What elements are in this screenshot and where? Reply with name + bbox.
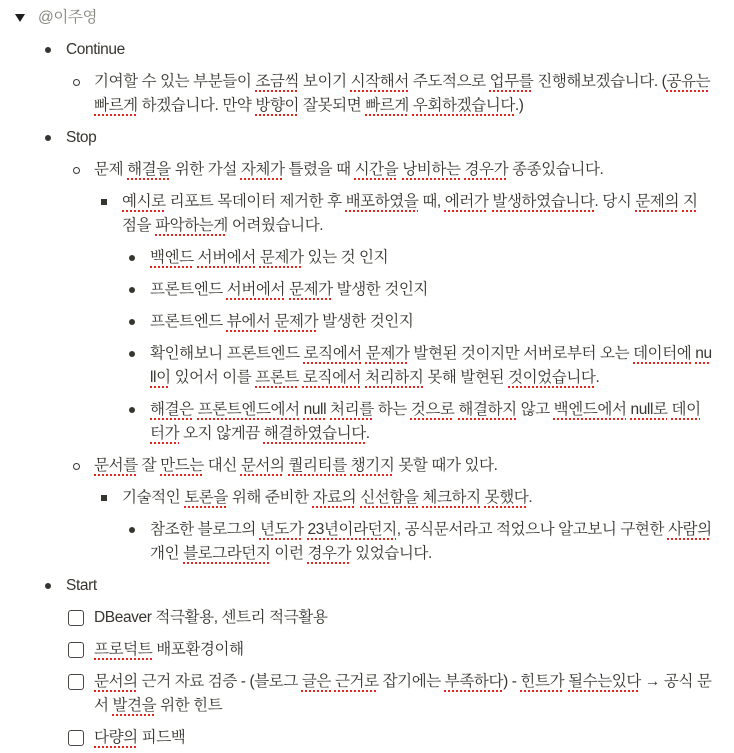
misspelled-text: 프로덕트 bbox=[94, 641, 153, 658]
misspelled-text: 다량의 bbox=[94, 729, 138, 746]
block-marker bbox=[36, 126, 60, 150]
bulleted-list-item bbox=[0, 187, 712, 241]
todo-checkbox[interactable] bbox=[68, 610, 84, 626]
misspelled-text: 년도가 bbox=[259, 521, 304, 538]
misspelled-text: 빠르게 bbox=[94, 97, 138, 114]
block-marker bbox=[64, 638, 88, 662]
block-text bbox=[94, 454, 712, 478]
text-segment: 못해 발현된 bbox=[423, 369, 509, 386]
text-segment: 보이기 bbox=[299, 73, 351, 90]
block-text bbox=[122, 190, 712, 238]
bullet-disc-icon bbox=[129, 351, 135, 357]
bullet-square-icon bbox=[101, 199, 107, 205]
block-text bbox=[150, 398, 712, 446]
misspelled-text: 해결을 bbox=[127, 161, 171, 178]
text-segment: , 공식문서라고 적었으나 알고보니 구현한 bbox=[396, 521, 668, 538]
todo-item bbox=[0, 723, 712, 753]
text-segment: 주도적으로 bbox=[408, 73, 490, 90]
bulleted-list-item bbox=[0, 307, 712, 337]
bullet-circle-icon bbox=[73, 167, 80, 174]
bullet-circle-icon bbox=[73, 463, 80, 470]
text-segment: .) bbox=[514, 97, 524, 114]
misspelled-text: 조금씩 bbox=[255, 73, 300, 90]
bulleted-list-item bbox=[0, 483, 712, 513]
block-text bbox=[150, 246, 712, 270]
block-text bbox=[94, 638, 712, 662]
text-segment: 위해 준비한 bbox=[227, 489, 313, 506]
misspelled-text: 자료의 bbox=[312, 489, 357, 506]
misspelled-text: null bbox=[303, 401, 327, 418]
text-segment: 않고 bbox=[516, 401, 554, 418]
text-segment: 때, bbox=[418, 193, 445, 210]
block-text bbox=[66, 38, 712, 62]
text-segment: DBeaver 적극활용, 센트리 적극활용 bbox=[94, 609, 328, 626]
block-marker bbox=[64, 606, 88, 630]
bulleted-list-item bbox=[0, 67, 712, 121]
text-segment: 어려웠습니다. bbox=[227, 217, 324, 234]
block-marker bbox=[36, 38, 60, 62]
text-segment: 근거 자료 검증 - (블로그 bbox=[137, 673, 302, 690]
text-segment: 잘 bbox=[137, 457, 161, 474]
misspelled-text: 문제가 bbox=[259, 249, 304, 266]
block-marker bbox=[64, 158, 88, 182]
block-text bbox=[150, 518, 712, 566]
bulleted-list-item bbox=[0, 123, 712, 153]
text-segment: 발현된 것이지만 서버로부터 오는 bbox=[409, 345, 634, 362]
misspelled-text: 근거로 bbox=[334, 673, 379, 690]
misspelled-text: 문제가 bbox=[274, 313, 319, 330]
misspelled-text: 퀄리티를 bbox=[288, 457, 347, 474]
misspelled-text: 사람의 bbox=[667, 521, 712, 538]
block-marker bbox=[120, 278, 144, 302]
block-text bbox=[94, 670, 712, 718]
bullet-disc-icon bbox=[129, 319, 135, 325]
misspelled-text: 신선함을 bbox=[360, 489, 419, 506]
block-marker bbox=[120, 518, 144, 542]
block-text bbox=[66, 126, 712, 150]
misspelled-text: 파악하는게 bbox=[155, 217, 228, 234]
misspelled-text: 발생하였습니다 bbox=[492, 193, 595, 210]
bullet-disc-icon bbox=[45, 583, 51, 589]
bulleted-list-item bbox=[0, 571, 712, 601]
text-segment: 위한 가설 bbox=[170, 161, 241, 178]
misspelled-text: 서버에서 bbox=[197, 249, 256, 266]
misspelled-text: 못했다 bbox=[484, 489, 529, 506]
text-segment: 있는 것 인지 bbox=[303, 249, 389, 266]
misspelled-text: 배포하였을 bbox=[345, 193, 419, 210]
misspelled-text: 로직에서 bbox=[303, 345, 362, 362]
text-segment: 틀렸을 때 bbox=[284, 161, 355, 178]
misspelled-text: 처리하지 bbox=[365, 369, 424, 386]
todo-item bbox=[0, 603, 712, 633]
text-segment: 하는 bbox=[373, 401, 411, 418]
bullet-circle-icon bbox=[73, 79, 80, 86]
misspelled-text: 경우가 bbox=[307, 545, 352, 562]
todo-checkbox[interactable] bbox=[68, 642, 84, 658]
misspelled-text: 23년이라던지 bbox=[307, 521, 397, 538]
misspelled-text: 글은 bbox=[301, 673, 332, 690]
text-segment: 참조한 블로그의 bbox=[150, 521, 260, 538]
text-segment: 확인해보니 프론트엔드 bbox=[150, 345, 304, 362]
misspelled-text: 처리를 bbox=[330, 401, 374, 418]
misspelled-text: 빠르게 bbox=[365, 97, 409, 114]
misspelled-text: null로 bbox=[630, 401, 668, 418]
misspelled-text: 문서를 bbox=[94, 457, 138, 474]
text-segment: 대신 bbox=[203, 457, 241, 474]
text-segment: 문제 bbox=[94, 161, 128, 178]
misspelled-text: 체크하지 bbox=[422, 489, 481, 506]
text-segment: 이런 bbox=[270, 545, 308, 562]
misspelled-text: 해결은 bbox=[150, 401, 194, 418]
text-segment: Start bbox=[66, 577, 97, 594]
text-segment: 종종있습니다. bbox=[508, 161, 604, 178]
text-segment: 있어서 이를 bbox=[170, 369, 256, 386]
misspelled-text: 해결하지 bbox=[458, 401, 517, 418]
bulleted-list-item bbox=[0, 339, 712, 393]
misspelled-text: 해결하였습니다 bbox=[263, 425, 366, 442]
block-marker bbox=[120, 342, 144, 366]
misspelled-text: 데이터가 bbox=[150, 401, 701, 442]
bullet-disc-icon bbox=[129, 407, 135, 413]
text-segment: . bbox=[528, 489, 533, 506]
misspelled-text: 토론을 bbox=[184, 489, 228, 506]
misspelled-text: 프론트엔드에서 bbox=[197, 401, 300, 418]
block-marker bbox=[120, 310, 144, 334]
block-marker bbox=[8, 6, 32, 30]
text-segment: 잡기에는 bbox=[378, 673, 445, 690]
block-text bbox=[94, 158, 712, 182]
misspelled-text: 공유는 bbox=[666, 73, 711, 90]
misspelled-text: 문제가 bbox=[365, 345, 410, 362]
misspelled-text: 것으로 bbox=[410, 401, 455, 418]
block-marker bbox=[120, 246, 144, 270]
todo-checkbox[interactable] bbox=[68, 674, 84, 690]
block-text bbox=[150, 342, 712, 390]
misspelled-text: 만드는 bbox=[160, 457, 204, 474]
misspelled-text: 에러가 bbox=[444, 193, 489, 210]
misspelled-text: 문서의 bbox=[94, 673, 138, 690]
text-segment: 발생한 것인지 bbox=[318, 313, 414, 330]
text-segment: 기여할 수 있는 부분들이 bbox=[94, 73, 256, 90]
misspelled-text: 힌트가 bbox=[520, 673, 565, 690]
todo-item bbox=[0, 635, 712, 665]
bulleted-list-item bbox=[0, 515, 712, 569]
misspelled-text: null이 bbox=[150, 345, 712, 386]
misspelled-text: 시간을 bbox=[354, 161, 399, 178]
block-text bbox=[150, 278, 712, 302]
text-segment: Continue bbox=[66, 41, 125, 58]
misspelled-text: 방향이 bbox=[255, 97, 300, 114]
misspelled-text: 블로그라던지 bbox=[183, 545, 271, 562]
misspelled-text: 서버에서 bbox=[226, 281, 286, 298]
bullet-disc-icon bbox=[129, 255, 135, 261]
misspelled-text: 경우가 bbox=[464, 161, 509, 178]
misspelled-text: 백엔드 bbox=[150, 249, 194, 266]
block-text bbox=[122, 486, 712, 510]
misspelled-text: 문제가 bbox=[289, 281, 333, 298]
misspelled-text: 우회하겠습니다 bbox=[412, 97, 515, 114]
misspelled-text: 시작해서 bbox=[350, 73, 409, 90]
bulleted-list-item bbox=[0, 155, 712, 185]
block-text bbox=[38, 6, 712, 30]
misspelled-text: 부족하다 bbox=[444, 673, 504, 690]
text-segment: 배포환경이해 bbox=[152, 641, 244, 658]
block-marker bbox=[92, 486, 116, 510]
text-segment: 있었습니다. bbox=[351, 545, 432, 562]
text-segment: . bbox=[365, 425, 370, 442]
text-segment: . 당시 bbox=[594, 193, 636, 210]
misspelled-text: 챙기지 bbox=[350, 457, 395, 474]
text-segment: 기술적인 bbox=[122, 489, 185, 506]
text-segment: ) - bbox=[503, 673, 521, 690]
block-text bbox=[150, 310, 712, 334]
text-segment: 오지 않게끔 bbox=[179, 425, 264, 442]
text-segment: 발생한 것인지 bbox=[332, 281, 428, 298]
toggle-block bbox=[0, 3, 712, 33]
text-segment: 피드백 bbox=[137, 729, 186, 746]
misspelled-text: 문서의 bbox=[240, 457, 285, 474]
text-segment: . bbox=[595, 369, 600, 386]
text-segment: 프론트엔드 bbox=[150, 281, 227, 298]
text-segment: 진행해보겠습니다. ( bbox=[533, 73, 667, 90]
bullet-disc-icon bbox=[45, 135, 51, 141]
text-segment: Stop bbox=[66, 129, 97, 146]
misspelled-text: 업무를 bbox=[489, 73, 534, 90]
text-segment: 점을 bbox=[122, 217, 156, 234]
text-segment: → 공식 문서 bbox=[94, 673, 712, 714]
misspelled-text: 지 bbox=[682, 193, 698, 210]
bullet-square-icon bbox=[101, 495, 107, 501]
user-mention[interactable]: @이주영 bbox=[38, 9, 98, 26]
bullet-disc-icon bbox=[45, 47, 51, 53]
text-segment: 하겠습니다. 만약 bbox=[137, 97, 256, 114]
text-segment: 개인 bbox=[150, 545, 184, 562]
misspelled-text: 백엔드에서 bbox=[553, 401, 627, 418]
misspelled-text: 될수는있다 bbox=[568, 673, 641, 690]
block-marker bbox=[64, 454, 88, 478]
misspelled-text: 로직에서 bbox=[302, 369, 362, 386]
misspelled-text: 발견을 bbox=[112, 697, 157, 714]
bulleted-list-item bbox=[0, 243, 712, 273]
misspelled-text: 뷰에서 bbox=[226, 313, 271, 330]
bulleted-list-item bbox=[0, 451, 712, 481]
block-marker bbox=[36, 574, 60, 598]
text-segment: 리포트 목데이터 제거한 후 bbox=[165, 193, 346, 210]
block-text bbox=[94, 606, 712, 630]
block-text bbox=[94, 726, 712, 750]
block-marker bbox=[64, 726, 88, 750]
misspelled-text: 프론트 bbox=[255, 369, 299, 386]
misspelled-text: 자체가 bbox=[240, 161, 285, 178]
text-segment: 프론트엔드 bbox=[150, 313, 227, 330]
text-segment: 못할 때가 있다. bbox=[394, 457, 498, 474]
misspelled-text: 것이었습니다 bbox=[508, 369, 596, 386]
bulleted-list-item bbox=[0, 35, 712, 65]
misspelled-text: 예시로 bbox=[122, 193, 166, 210]
block-marker bbox=[64, 670, 88, 694]
block-text bbox=[94, 70, 712, 118]
todo-item bbox=[0, 667, 712, 721]
text-segment: 잘못되면 bbox=[299, 97, 366, 114]
misspelled-text: 낭비하는 bbox=[402, 161, 461, 178]
misspelled-text: 데이터에 bbox=[633, 345, 692, 362]
todo-checkbox[interactable] bbox=[68, 730, 84, 746]
misspelled-text: 문제의 bbox=[635, 193, 680, 210]
block-text bbox=[66, 574, 712, 598]
block-marker bbox=[64, 70, 88, 94]
bullet-disc-icon bbox=[129, 527, 135, 533]
toggle-triangle-icon[interactable] bbox=[15, 14, 25, 22]
text-segment: 위한 힌트 bbox=[156, 697, 223, 714]
block-marker bbox=[92, 190, 116, 214]
bulleted-list-item bbox=[0, 395, 712, 449]
block-marker bbox=[120, 398, 144, 422]
bullet-disc-icon bbox=[129, 287, 135, 293]
bulleted-list-item bbox=[0, 275, 712, 305]
